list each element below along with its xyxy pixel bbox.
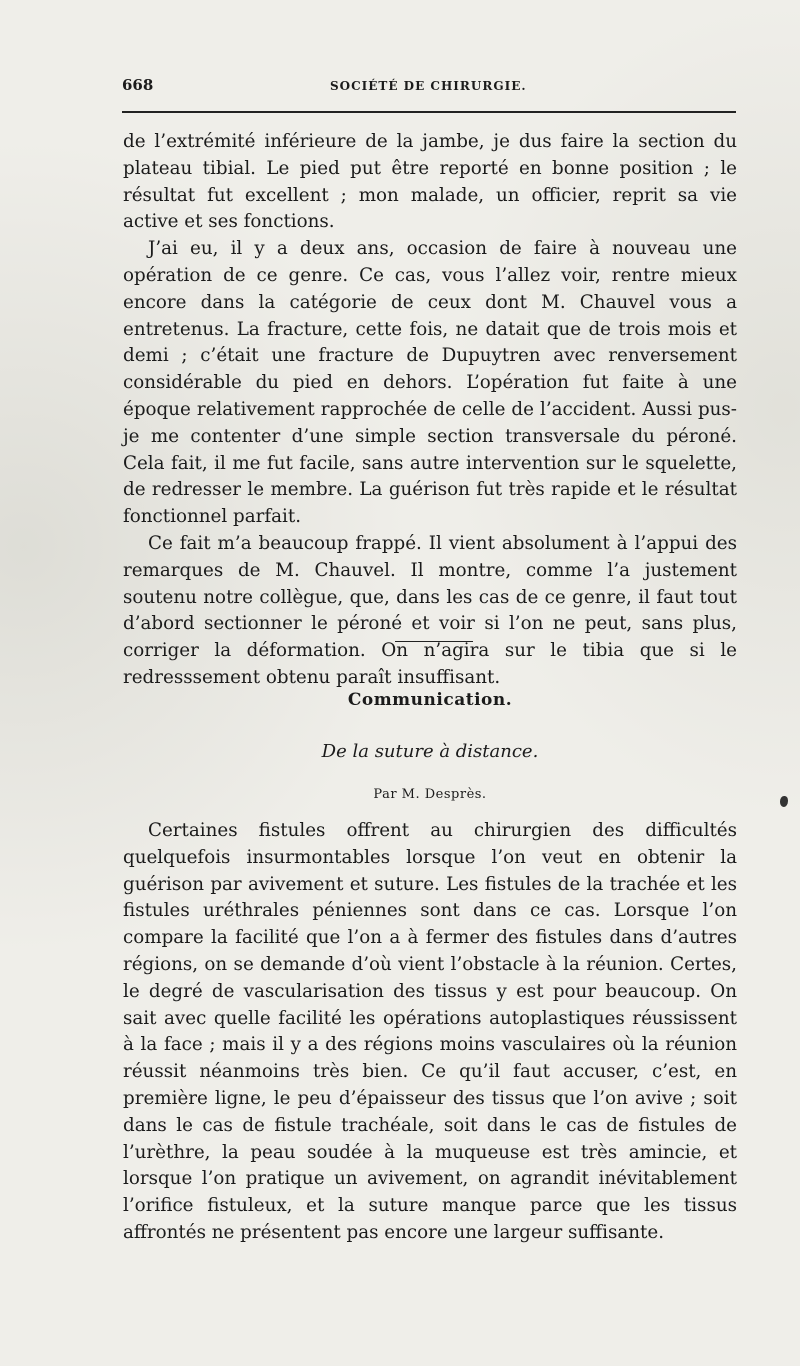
- header-rule: [122, 111, 736, 113]
- text-block-top: [123, 129, 737, 692]
- section-subtitle: De la suture à distance.: [321, 741, 539, 762]
- text-block-bottom: [123, 818, 737, 1247]
- paragraph: de l’extrémité inférieure de la jambe, je dus faire la section du plateau tibial. Le pied put être reporté en bonne position ; le résultat fut excellent ; mon malade, un officier, reprit sa vie active et ses fonctions.: [123, 131, 737, 233]
- running-title: SOCIÉTÉ DE CHIRURGIE.: [330, 79, 527, 93]
- paragraph: J’ai eu, il y a deux ans, occasion de faire à nouveau une opération de ce genre. Ce cas, vous l’allez voir, rentre mieux encore dans la catégorie de ceux dont M. Chauvel vous a entretenus. La fracture, cette fois, ne datait que de trois mois et demi ; c’était une fracture de Dupuytren avec renversement considérable du pied en dehors. L’opération fut faite à une époque relativement rapprochée de celle de l’accident. Aussi pus-je me contenter d’une simple section transversale du péroné. Cela fait, il me fut facile, sans autre intervention sur le squelette, de redresser le membre. La guérison fut très rapide et le résultat fonctionnel parfait.: [123, 238, 737, 528]
- section-separator: [395, 641, 473, 642]
- paragraph: Certaines fistules offrent au chirurgien des difficultés quelquefois insurmontables lorsque l’on veut en obtenir la guérison par avivement et suture. Les fistules de la trachée et les fistules uréthrales péniennes sont dans ce cas. Lorsque l’on compare la facilité que l’on a à fermer des fistules dans d’autres régions, on se demande d’où vient l’obstacle à la réunion. Certes, le degré de vascularisation des tissus y est pour beaucoup. On sait avec quelle facilité les opérations autoplastiques réussissent à la face ; mais il y a des régions moins vasculaires où la réunion réussit néanmoins très bien. Ce qu’il faut accuser, c’est, en première ligne, le peu d’épaisseur des tissus que l’on avive ; soit dans le cas de fistule trachéale, soit dans le cas de fistules de l’urèthre, la peau soudée à la muqueuse est très amincie, et lorsque l’on pratique un avivement, on agrandit inévitablement l’orifice fistuleux, et la suture manque parce que les tissus affrontés ne présentent pas encore une largeur suffisante.: [123, 820, 737, 1243]
- paragraph: Ce fait m’a beaucoup frappé. Il vient absolument à l’appui des remarques de M. Chauvel. Il montre, comme l’a justement soutenu notre collègue, que, dans les cas de ce genre, il faut tout d’abord sectionner le péroné et voir si l’on ne peut, sans plus, corriger la déformation. On n’agira sur le tibia que si le redresssement obtenu paraît insuffisant.: [123, 532, 737, 688]
- author-byline: Par M. Desprès.: [373, 787, 487, 802]
- page-number: 668: [122, 76, 154, 94]
- running-head: [122, 76, 736, 102]
- ink-spot: [780, 796, 788, 807]
- section-heading: Communication.: [347, 690, 513, 710]
